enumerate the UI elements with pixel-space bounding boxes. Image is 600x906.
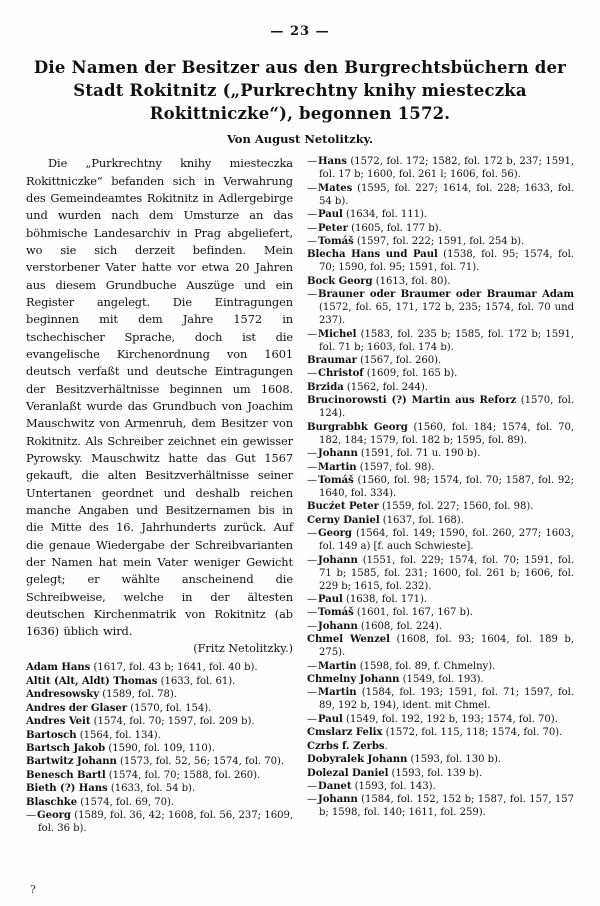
list-item <box>307 394 574 420</box>
entry-name: Johann <box>318 448 358 460</box>
entry-name: Bock Georg <box>307 275 373 287</box>
list-item <box>307 633 574 659</box>
list-item <box>307 354 574 367</box>
dash-marker: — <box>307 528 318 540</box>
list-item <box>307 780 574 793</box>
entry-name: Tomáš <box>318 474 354 486</box>
left-entry-list <box>26 661 293 835</box>
list-item <box>307 275 574 288</box>
list-item <box>307 328 574 354</box>
entry-name: Georg <box>318 528 352 540</box>
entry-name: Hans <box>318 156 347 168</box>
entry-references: (1591, fol. 71 u. 190 b). <box>357 448 481 460</box>
list-item <box>26 809 293 835</box>
entry-name: Chmel Wenzel <box>307 634 390 646</box>
entry-name: Adam Hans <box>26 662 91 674</box>
list-item <box>307 381 574 394</box>
entry-name: Blaschke <box>26 796 78 808</box>
entry-references: (1593, fol. 139 b). <box>388 767 483 779</box>
list-item <box>307 713 574 726</box>
entry-references: (1549, fol. 192, 192 b, 193; 1574, fol. 70). <box>342 713 558 725</box>
page-title <box>0 57 600 125</box>
dash-marker: — <box>26 809 37 821</box>
dash-marker: — <box>307 713 318 725</box>
list-item <box>307 222 574 235</box>
entry-name: Johann <box>318 554 358 566</box>
entry-name: Brucinorowsti (?) Martin aus Reforz <box>307 395 517 407</box>
dash-marker: — <box>307 328 318 340</box>
entry-references: (1598, fol. 89, f. Chmelny). <box>356 660 496 672</box>
entry-references: (1638, fol. 171). <box>342 594 428 606</box>
entry-references: (1605, fol. 177 b). <box>347 222 442 234</box>
entry-references: (1597, fol. 222; 1591, fol. 254 b). <box>353 235 525 247</box>
dash-marker: — <box>307 620 318 632</box>
list-item <box>307 620 574 633</box>
entry-references: (1584, fol. 193; 1591, fol. 71; 1597, fol. 89, 192 b, 194), ident. mit Chmel. <box>319 687 574 712</box>
entry-references: (1590, fol. 109, 110). <box>105 742 215 754</box>
dash-marker: — <box>307 554 318 566</box>
list-item <box>307 726 574 739</box>
entry-name: Blecha Hans und Paul <box>307 249 438 261</box>
entry-references: (1574, fol. 69, 70). <box>77 796 175 808</box>
list-item <box>307 447 574 460</box>
list-item <box>307 593 574 606</box>
footnote-mark: ? <box>30 883 36 896</box>
entry-name: Christof <box>318 368 364 380</box>
list-item <box>307 660 574 673</box>
entry-references: (1570, fol. 124). <box>319 395 575 420</box>
entry-name: Bieth (?) Hans <box>26 783 108 795</box>
entry-references: (1637, fol. 168). <box>379 514 464 526</box>
entry-references: (1560, fol. 184; 1574, fol. 70, 182, 184; 1579, fol. 182 b; 1595, fol. 89). <box>319 421 574 446</box>
dash-marker: — <box>307 461 318 473</box>
entry-name: Burgrabbk Georg <box>307 421 408 433</box>
entry-references: . <box>384 740 388 752</box>
left-column <box>26 155 293 835</box>
entry-references: (1549, fol. 193). <box>399 674 484 686</box>
dash-marker: — <box>307 156 318 168</box>
list-item <box>26 688 293 701</box>
list-item <box>307 208 574 221</box>
entry-name: Georg <box>37 809 71 821</box>
entry-name: Cerny Daniel <box>307 514 380 526</box>
entry-references: (1574, fol. 70; 1597, fol. 209 b). <box>90 716 255 728</box>
list-item <box>307 686 574 712</box>
list-item <box>307 288 574 327</box>
dash-marker: — <box>307 660 318 672</box>
entry-references: (1567, fol. 260). <box>356 355 442 367</box>
entry-name: Dobyralek Johann <box>307 754 408 766</box>
entry-references: (1574, fol. 70; 1588, fol. 260). <box>105 769 261 781</box>
entry-references: (1562, fol. 244). <box>343 381 428 393</box>
entry-name: Mates <box>318 182 353 194</box>
entry-name: Benesch Bartl <box>26 769 106 781</box>
byline: Von August Netolitzky. <box>226 132 374 147</box>
list-item <box>26 702 293 715</box>
dash-marker: — <box>307 607 318 619</box>
list-item <box>307 367 574 380</box>
list-item <box>26 755 293 768</box>
intro-paragraph <box>26 155 293 640</box>
entry-references: (1538, fol. 95; 1574, fol. 70; 1590, fol. 95; 1591, fol. 71). <box>319 249 574 274</box>
list-item <box>307 740 574 753</box>
entry-references: (1589, fol. 78). <box>99 689 177 701</box>
entry-references: (1597, fol. 98). <box>356 461 435 473</box>
entry-references: (1633, fol. 54 b). <box>107 783 196 795</box>
entry-name: Andres der Glaser <box>26 702 128 714</box>
list-item <box>26 782 293 795</box>
list-item <box>307 554 574 593</box>
dash-marker: — <box>307 209 318 221</box>
entry-name: Andres Veit <box>26 716 91 728</box>
entry-name: Peter <box>318 222 348 234</box>
title-line-3: Rokittniczke“), begonnen 1572. <box>149 103 451 123</box>
entry-references: (1573, fol. 52, 56; 1574, fol. 70). <box>116 756 284 768</box>
entry-references: (1608, fol. 93; 1604, fol. 189 b, 275). <box>319 634 575 659</box>
entry-references: (1551, fol. 229; 1574, fol. 70; 1591, fol. 71 b; 1585, fol. 231; 1600, fol. 261 b; 1606, fol. 229 b; 1615, fol. 232). <box>319 554 574 592</box>
entry-references: (1634, fol. 111). <box>342 209 428 221</box>
list-item <box>307 474 574 500</box>
entry-name: Paul <box>318 713 343 725</box>
dash-marker: — <box>307 794 318 806</box>
list-item <box>307 421 574 447</box>
entry-name: Czrbs f. Zerbs <box>307 740 385 752</box>
entry-name: Braumar <box>307 355 357 367</box>
page-folio: — 23 — <box>270 24 330 39</box>
entry-name: Tomáš <box>318 607 354 619</box>
entry-references: (1584, fol. 152, 152 b; 1587, fol. 157, 157 b; 1598, fol. 140; 1611, fol. 259). <box>319 794 574 819</box>
entry-references: (1560, fol. 98; 1574, fol. 70; 1587, fol. 92; 1640, fol. 334). <box>319 474 574 499</box>
entry-references: (1583, fol. 235 b; 1585, fol. 172 b; 1591, fol. 71 b; 1603, fol. 174 b). <box>319 328 574 353</box>
entry-name: Martin <box>318 461 357 473</box>
intro-text: Die „Purkrechtny knihy miesteczka Rokittniczke“ befanden sich in Verwahrung des Gemeindeamtes Rokitnitz in Adlergebirge und wurden nach dem Umsturze an das böhmische Landesarchiv in Prag abgeliefert, wo sie sich derzeit befinden. Mein verstorbener Vater hatte vor etwa 20 Jahren aus diesem Grundbuche Auszüge und ein Register angelegt. Die Eintragungen beginnen mit dem Jahre 1572 in tschechischer Sprache, doch ist die evangelische Kirchenordnung von 1601 deutsch verfaßt und deutsche Eintragungen der Besitzverhältnisse beginnen um 1608. Veranlaßt wurde das Grundbuch von Joachim Mauschwitz von Armenruh, dem Besitzer von Rokitnitz. Als Schreiber zeichnet ein gewisser Pyrowsky. Mauschwitz hatte das Gut 1567 gekauft, die alten Besitzverhältnisse seiner Untertanen geordnet und deshalb reichen manche Angaben und Besitzernamen bis in die Mitte des 16. Jahrhunderts zurück. Auf die genaue Wiedergabe der Schreibvarianten der Namen hat mein Vater weniger Gewicht gelegt; er wählte anscheinend die Schreibweise, welche in der ältesten deutschen Kirchenmatrik von Rokitnitz (ab 1636) üblich wird. <box>26 156 293 639</box>
title-line-2: Stadt Rokitnitz („Purkrechtny knihy miesteczka <box>73 80 527 100</box>
dash-marker: — <box>307 687 318 699</box>
list-item <box>26 729 293 742</box>
entry-name: Danet <box>318 780 352 792</box>
list-item <box>26 715 293 728</box>
list-item <box>26 796 293 809</box>
entry-references: (1572, fol. 65, 171, 172 b, 235; 1574, fol. 70 und 237). <box>319 302 574 327</box>
entry-references: (1564, fol. 134). <box>76 729 161 741</box>
entry-references: (1570, fol. 154). <box>127 702 212 714</box>
entry-name: Bartsch Jakob <box>26 742 106 754</box>
list-item <box>307 527 574 553</box>
entry-name: Bartwitz Johann <box>26 756 117 768</box>
entry-name: Johann <box>318 794 358 806</box>
dash-marker: — <box>307 222 318 234</box>
entry-references: (1589, fol. 36, 42; 1608, fol. 56, 237; 1609, fol. 36 b). <box>38 809 293 834</box>
dash-marker: — <box>307 182 318 194</box>
list-item <box>307 155 574 181</box>
entry-name: Brauner oder Braumer oder Braumar Adam <box>318 289 574 301</box>
dash-marker: — <box>307 289 318 301</box>
list-item <box>307 793 574 819</box>
list-item <box>307 235 574 248</box>
right-entry-list <box>307 155 574 819</box>
entry-name: Brzida <box>307 381 344 393</box>
body-columns <box>0 155 600 835</box>
list-item <box>307 248 574 274</box>
list-item <box>307 673 574 686</box>
entry-name: Tomáš <box>318 235 354 247</box>
entry-name: Martin <box>318 687 357 699</box>
entry-name: Martin <box>318 660 357 672</box>
entry-references: (1601, fol. 167, 167 b). <box>353 607 473 619</box>
entry-name: Chmelny Johann <box>307 674 400 686</box>
list-item <box>307 606 574 619</box>
entry-references: (1608, fol. 224). <box>357 620 442 632</box>
intro-signature: (Fritz Netolitzky.) <box>193 642 293 656</box>
list-item <box>307 461 574 474</box>
entry-name: Bartosch <box>26 729 77 741</box>
list-item <box>307 767 574 780</box>
dash-marker: — <box>307 474 318 486</box>
list-item <box>307 500 574 513</box>
dash-marker: — <box>307 594 318 606</box>
entry-name: Cmslarz Felix <box>307 727 383 739</box>
title-line-1: Die Namen der Besitzer aus den Burgrechtsbüchern der <box>33 58 567 77</box>
list-item <box>307 182 574 208</box>
list-item <box>26 661 293 674</box>
entry-references: (1593, fol. 143). <box>351 780 436 792</box>
entry-name: Paul <box>318 594 343 606</box>
list-item <box>26 675 293 688</box>
entry-references: (1617, fol. 43 b; 1641, fol. 40 b). <box>90 662 258 674</box>
dash-marker: — <box>307 780 318 792</box>
entry-name: Michel <box>318 328 357 340</box>
entry-name: Paul <box>318 209 343 221</box>
entry-name: Dolezal Daniel <box>307 767 389 779</box>
entry-references: (1613, fol. 80). <box>372 275 451 287</box>
dash-marker: — <box>307 448 318 460</box>
entry-references: (1572, fol. 115, 118; 1574, fol. 70). <box>382 727 563 739</box>
entry-references: (1572, fol. 172; 1582, fol. 172 b, 237; 1591, fol. 17 b; 1600, fol. 261 l; 1606, fol. 56). <box>319 156 574 181</box>
list-item <box>26 769 293 782</box>
entry-references: (1633, fol. 61). <box>157 675 236 687</box>
entry-name: Johann <box>318 620 358 632</box>
entry-references: (1593, fol. 130 b). <box>407 754 502 766</box>
entry-references: (1595, fol. 227; 1614, fol. 228; 1633, fol. 54 b). <box>319 182 574 207</box>
entry-references: (1559, fol. 227; 1560, fol. 98). <box>378 501 534 513</box>
dash-marker: — <box>307 368 318 380</box>
list-item <box>307 514 574 527</box>
list-item <box>307 753 574 766</box>
dash-marker: — <box>307 235 318 247</box>
entry-name: Altit (Alt, Aldt) Thomas <box>26 675 158 687</box>
entry-references: (1564, fol. 149; 1590, fol. 260, 277; 1603, fol. 149 a) [f. auch Schwieste]. <box>319 528 574 553</box>
list-item <box>26 742 293 755</box>
right-column <box>307 155 574 819</box>
entry-name: Bucźet Peter <box>307 501 379 513</box>
entry-name: Andresowsky <box>26 689 100 701</box>
entry-references: (1609, fol. 165 b). <box>363 368 458 380</box>
